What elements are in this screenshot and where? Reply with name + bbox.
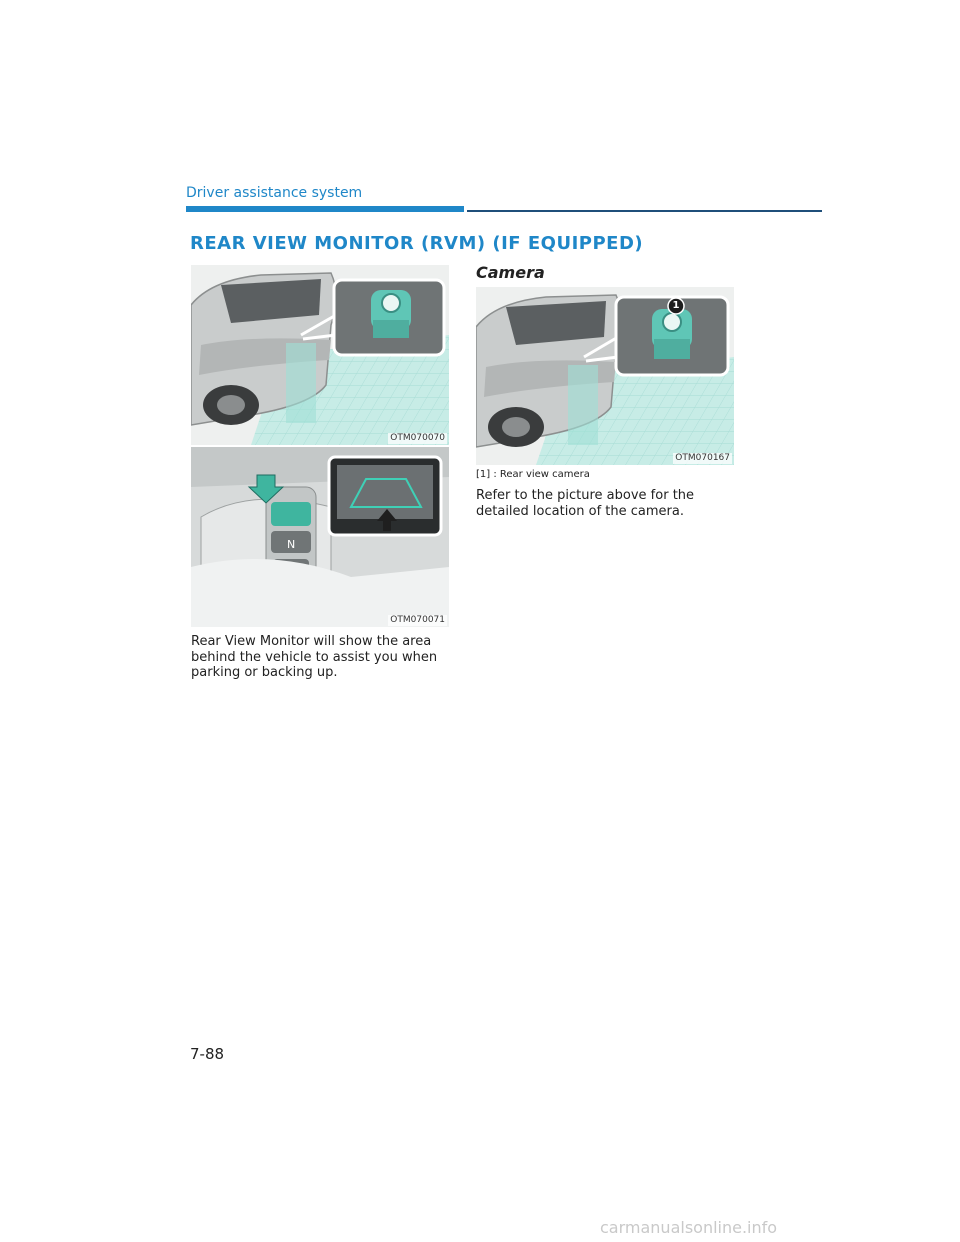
callout-number: 1 bbox=[672, 300, 680, 311]
section-header: Driver assistance system bbox=[186, 185, 363, 201]
figure-rear-camera-location bbox=[191, 265, 449, 445]
rvm-description: Rear View Monitor will show the area behind the vehicle to assist you when parking or backing up. bbox=[191, 634, 438, 680]
page-title: REAR VIEW MONITOR (RVM) (IF EQUIPPED) bbox=[190, 233, 644, 254]
figure-code: OTM070167 bbox=[675, 453, 730, 463]
console-illustration bbox=[191, 447, 449, 627]
n-button-label: N bbox=[287, 538, 296, 551]
figure-camera-callout bbox=[476, 287, 734, 465]
page-number: 7-88 bbox=[190, 1045, 225, 1063]
header-accent-bar bbox=[186, 206, 464, 212]
suv-rear-camera-callout bbox=[476, 287, 734, 465]
camera-heading: Camera bbox=[476, 263, 545, 282]
camera-location-text: Refer to the picture above for the detailed location of the camera. bbox=[476, 488, 695, 519]
header-rule bbox=[467, 210, 822, 212]
figure-code: OTM070071 bbox=[390, 615, 445, 625]
figure-rvm-activation bbox=[191, 447, 449, 627]
watermark: carmanualsonline.info bbox=[600, 1218, 778, 1237]
figure-code: OTM070070 bbox=[390, 433, 445, 443]
suv-rear-illustration bbox=[191, 265, 449, 445]
figure-caption: [1] : Rear view camera bbox=[476, 469, 590, 480]
